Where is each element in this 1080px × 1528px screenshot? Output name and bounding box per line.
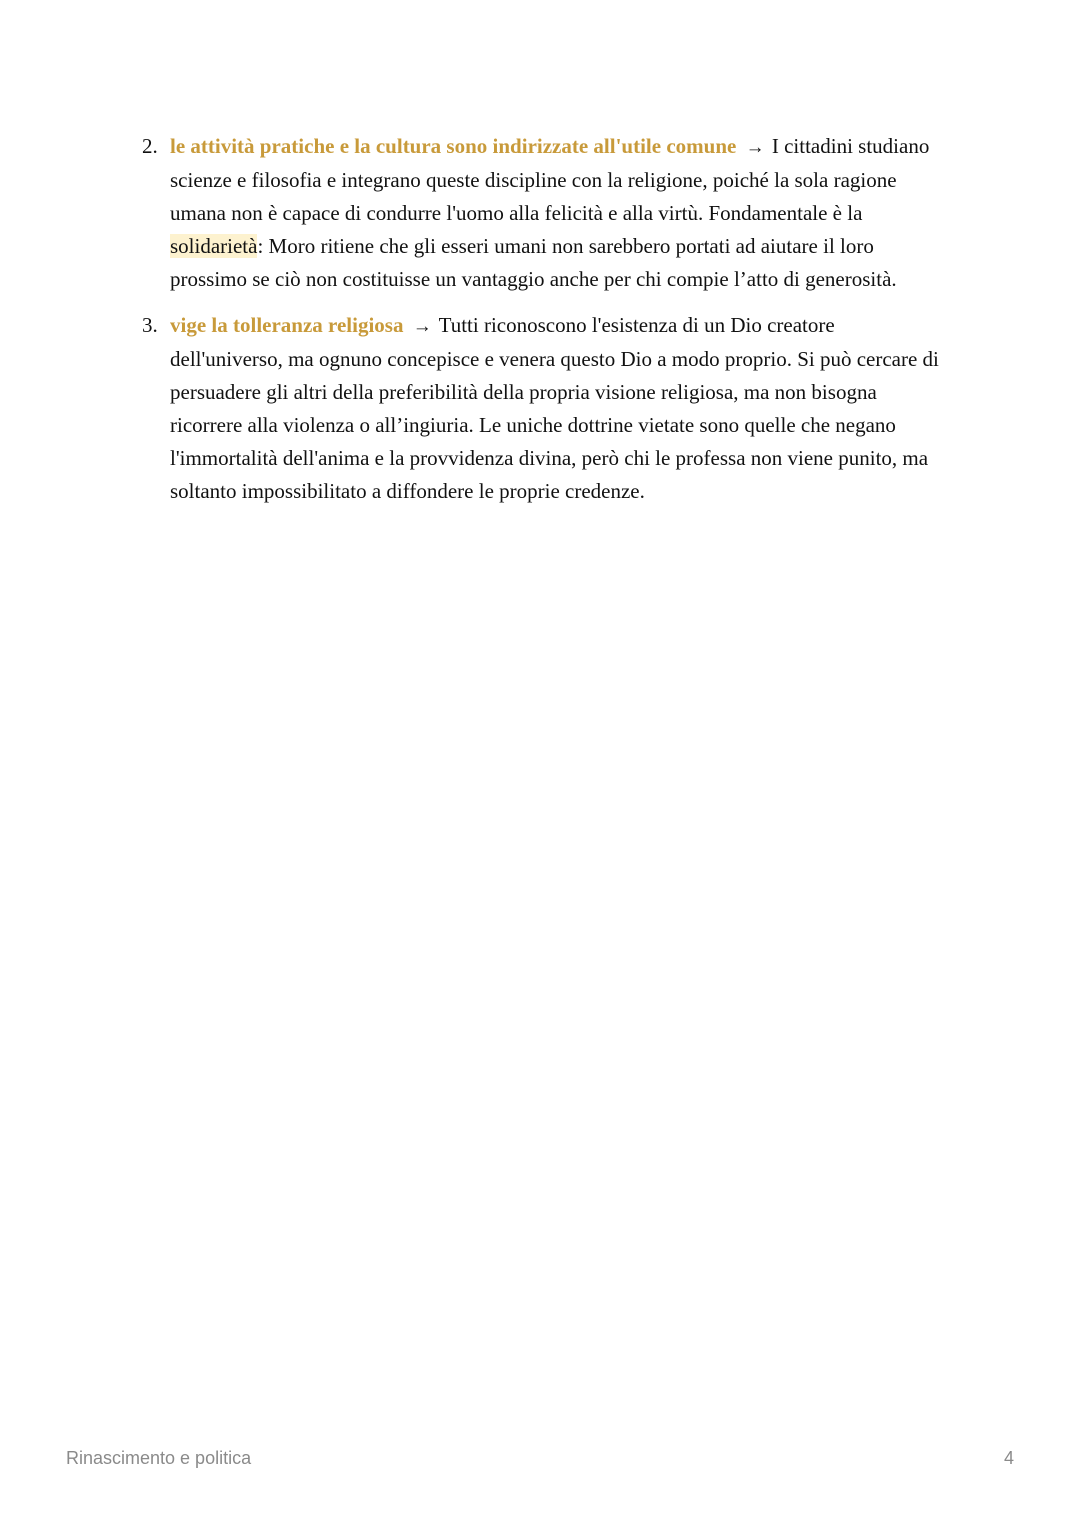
item-text: : Moro ritiene che gli esseri umani non sarebbero portati ad aiutare il loro prossimo se ciò non costituisse un vantaggio anche per chi compie l’atto di generosità. [170,234,897,291]
arrow-icon: → [745,137,765,158]
footer-title: Rinascimento e politica [66,1448,252,1468]
list-number: 2. [142,134,158,158]
key-term: le attività pratiche e la cultura sono indirizzate all'utile comune [170,134,737,158]
list-item [142,130,952,296]
highlighted-word: solidarietà [170,234,258,258]
numbered-list [142,130,952,521]
list-item [142,309,952,508]
item-text: Tutti riconoscono l'esistenza di un Dio creatore dell'universo, ma ognuno concepisce e venera questo Dio a modo proprio. Si può cercare di persuadere gli altri della preferibilità della propria visione religiosa, ma non bisogna ricorrere alla violenza o all’ingiuria. Le uniche dottrine vietate sono quelle che negano l'immortalità dell'anima e la provvidenza divina, però chi le professa non viene punito, ma soltanto impossibilitato a diffondere le proprie credenze. [170,313,939,503]
key-term: vige la tolleranza religiosa [170,313,404,337]
item-text: I cittadini studiano scienze e filosofia e integrano queste discipline con la religione, poiché la sola ragione umana non è capace di condurre l'uomo alla felicità e alla virtù. Fondamentale è la [170,134,930,225]
page-number: 4 [1003,1448,1014,1468]
arrow-icon: → [412,316,432,337]
list-number: 3. [142,313,158,337]
